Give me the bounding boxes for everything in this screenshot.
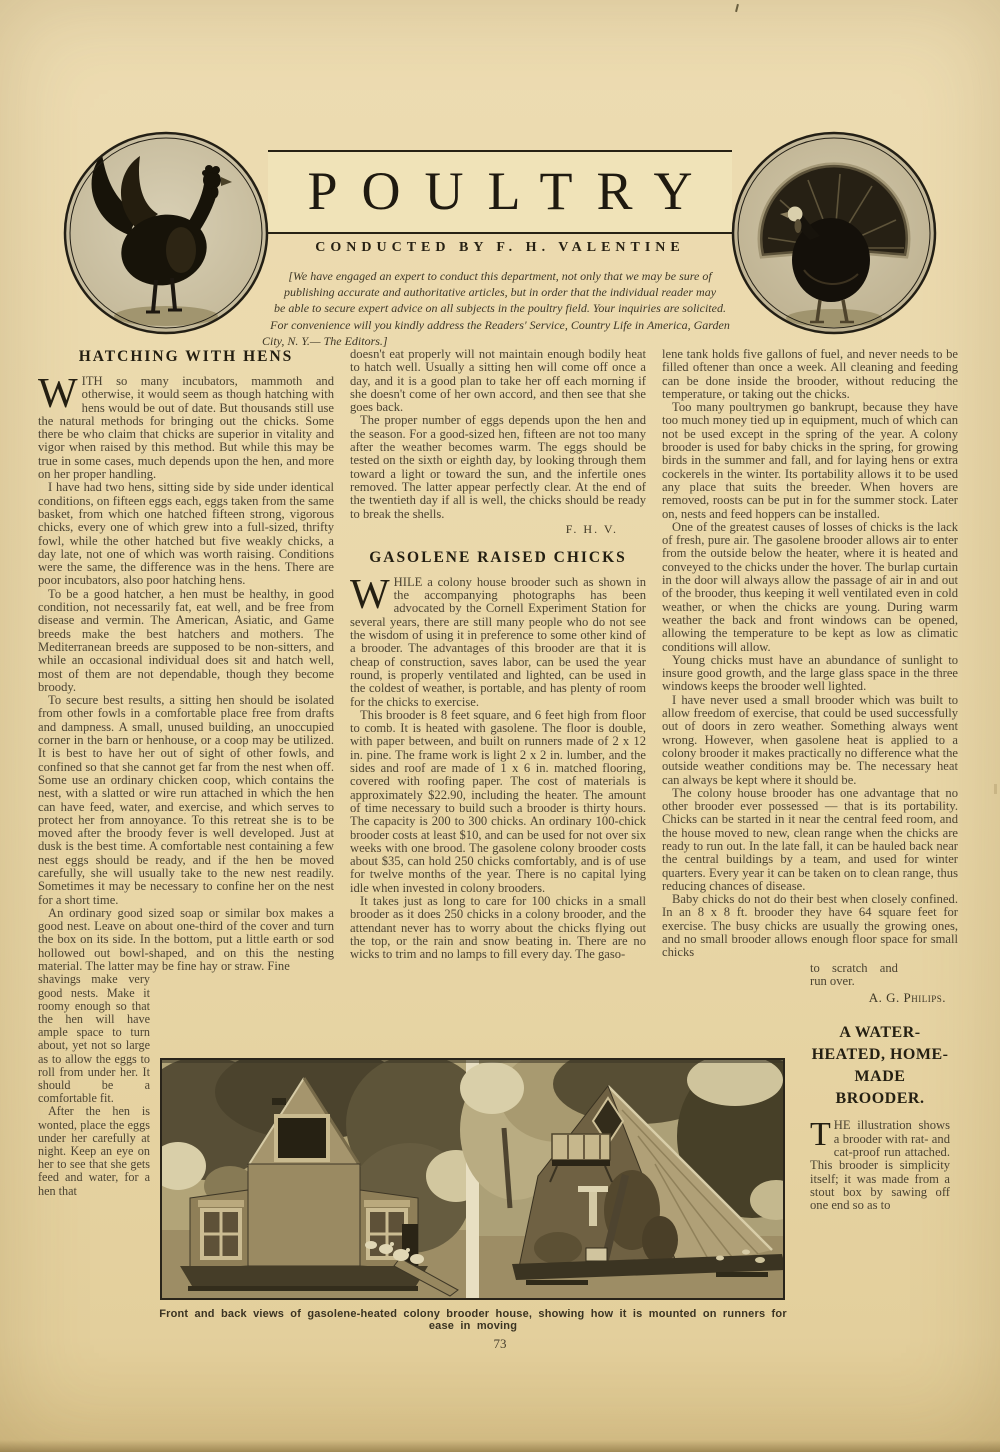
paragraph: THE illustration shows a brooder with rat- and cat-proof run attached. This brooder is simplicity itself; it was made from a stout box by sawing off one end so as to xyxy=(810,1116,950,1213)
scan-artifact xyxy=(994,784,997,794)
article-title-gasolene: GASOLENE RAISED CHICKS xyxy=(369,548,627,566)
editors-note-line: publishing accurate and authoritative articles, but in order that the individual reader may xyxy=(283,285,717,300)
paragraph: I have never used a small brooder which was built to allow freedom of exercise, that could be used successfully out of doors in zero weather. Something always went wrong. However, when gasolene heat is applied to a colony brooder it makes practically no difference what the outside weather conditions may be. The necessary heat can always be kept where it should be. xyxy=(662,692,958,787)
scan-artifact xyxy=(735,4,739,12)
drop-cap: T xyxy=(810,1116,831,1154)
paragraph: I have had two hens, sitting side by side under identical conditions, on fifteen eggs each, eggs taken from the same basket, from which one hatched fifteen strong, vigorous chicks, every one of which grew into a full-sized, thrifty fowl, while the other hatched but five weakly chicks, a day late, not one of which was worth raising. Conditions were the same, the difference was in the hens. There are poor incubators, also poor hatching hens. xyxy=(38,480,334,588)
paragraph: lene tank holds five gallons of fuel, and never needs to be filled oftener than once a week. All cleaning and feeding can be done inside the brooder, without reducing the temperature, or taking out the chicks. xyxy=(662,348,958,401)
editors-note-line: [We have engaged an expert to conduct this department, not only that we may be sure of xyxy=(288,269,712,283)
paragraph: WITH so many incubators, mammoth and otherwise, it would seem as though hatching with hens would be out of date. But thousands still use the natural methods for bringing out the chicks. Some there be who claim that chicks are superior in vitality and vigor when raised by this method. But while this may be true in some cases, much depends upon the hen, and more on her proper handling. xyxy=(38,371,334,482)
article-title-water-brooder: A WATER-HEATED, HOME-MADE BROODER. xyxy=(811,1024,949,1108)
paragraph: The colony house brooder has one advantage that no other brooder ever possessed — that is its portability. Chicks can be started in it near the central feed room, and the house moved to new, clean range when the chicks are ready to run out. In the late fall, it can be hauled back near the central buildings by a team, and used for winter quarters. Every year it can be taken on to clean range, thus reducing chances of disease. xyxy=(662,785,958,893)
paragraph: It takes just as long to care for 100 chicks in a small brooder as it does 250 chicks in a colony brooder, and the attendant never has to worry about the chicks flying out the top, or the rain and snow beating in. There are no wicks to trim and no lamps to fill every day. The gaso- xyxy=(350,893,646,962)
paragraph: To be a good hatcher, a hen must be healthy, in good condition, not necessarily fat, eat well, and be free from disease and vermin. The American, Asiatic, and Game breeds make the best hatchers and mothers. The Mediterranean breeds are supposed to be non-sitters, and while an occasional individual does sit and hatch well, most of them are not dependable, though they become broody. xyxy=(38,586,334,694)
editors-note-line: be able to secure expert advice on all subjects in the poultry field. Your inquiries are solicited. xyxy=(274,301,726,316)
paragraph: Too many poultrymen go bankrupt, because they have too much money tied up in equipment, much of which can not be used except in the spring of the year. A colony brooder is used for baby chicks in the spring, for growing birds in the summer and fall, and for laying hens or extra cockerels in the winter. Its portability allows it to be used any place that suits the breeder. When hovers are removed, roosts can be put in for the summer stock. Later on, nests and feed hoppers can be installed. xyxy=(662,400,958,521)
rooster-illustration xyxy=(60,128,272,338)
paragraph: To secure best results, a sitting hen should be isolated from other fowls in a comfortable place free from drafts and dampness. A small, unused building, an unoccupied corner in the barn or henhouse, or a coop may be utilized. It is best to have her out of sight of other fowls, and confined so that she cannot get far from the nest when off. Some use an ordinary chicken coop, which contains the nest, with a slatted or wire run attached in which the hen can have feed, water, and exercise, and which serves to protect her from annoyance. To this retreat she is to be moved after the broody fever is well developed. Just at dusk is the best time. A comfortable nest containing a few nest eggs should be ready, and if the hen be moved carefully, she will usually take to the new nest readily. Sometimes it may be necessary to confine her on the nest for a short time. xyxy=(38,693,334,907)
paragraph: After the hen is wonted, place the eggs under her carefully at night. Keep an eye on her to see that she gets feed and water, for a hen that xyxy=(38,1104,150,1198)
author-name: A. G. Philips. xyxy=(868,990,946,1006)
brooder-photo-illustration xyxy=(160,1058,785,1300)
narrow-text-block xyxy=(810,962,950,1213)
turkey-illustration xyxy=(728,128,940,338)
photo-caption: Front and back views of gasolene-heated colony brooder house, showing how it is mounted on runners for ease in moving xyxy=(159,1308,787,1332)
brooder-house-photographs xyxy=(160,1058,785,1300)
paragraph: The proper number of eggs depends upon the hen and the season. For a good-sized hen, fifteen are not too many after the weather becomes warm. The eggs should be tested on the sixth or eighth day, by looking through them toward a light or toward the sun, and the infertile ones removed. The latter appear perfectly clear. At the end of the twentieth day if all is well, the chicks should be ready to break the shells. xyxy=(350,413,646,521)
column-2 xyxy=(350,348,646,1056)
paragraph: WHILE a colony house brooder such as shown in the accompanying photographs has been advocated by the Cornell Experiment Station for several years, there are still many people who do not see the wisdom of using it in preference to some other kind of a brooder. The advantages of this brooder are that it is cheap of construction, saves labor, can be used the year round, is properly ventilated and lighted, can be used in the coldest of weather, is portable, and has plenty of room for the chicks to exercise. xyxy=(350,571,646,709)
paragraph: Baby chicks do not do their best when closely confined. In an 8 x 8 ft. brooder they have 64 square feet for exercise. The busy chicks are usually the growing ones, and no small brooder allows enough floor space for small chicks xyxy=(662,892,958,960)
paragraph: Young chicks must have an abundance of sunlight to insure good growth, and the large glass space in the three windows keeps the brooder well lighted. xyxy=(662,652,958,694)
author-initials: F. H. V. xyxy=(565,521,618,536)
paragraph: doesn't eat properly will not maintain enough bodily heat to hatch well. Usually a sitting hen will come off once a day, and it is a good plan to take her off each morning if she doesn't come of her own accord, and then see that she goes back. xyxy=(350,348,646,415)
narrow-text-block xyxy=(38,973,150,1197)
editors-note-line: City, N. Y.— The Editors.] xyxy=(262,333,388,348)
paragraph-fragment: run over. xyxy=(810,974,855,989)
page-number: 73 xyxy=(493,1336,507,1351)
turkey-photo xyxy=(728,128,940,338)
paragraph-fragment: to scratch and xyxy=(810,960,898,975)
editors-note-line: For convenience will you kindly address the Readers' Service, Country Life in America, Garden xyxy=(270,317,730,332)
editors-note xyxy=(262,268,738,349)
rooster-photo xyxy=(60,128,272,338)
paragraph: This brooder is 8 feet square, and 6 feet high from floor to comb. It is heated with gasolene. The floor is double, with paper between, and built on runners made of 2 x 12 in. pine. The frame work is light 2 x 2 in. lumber, and the sides and roof are made of 1 x 6 in. matched flooring, covered with roofing paper. The cost of materials is approximately $22.90, including the heater. The amount of time necessary to build such a brooder is thirty hours. The capacity is 200 to 300 chicks. An ordinary 100-chick brooder costs at least $10, and can be used for not over six weeks with one brood. The gasolene colony brooder costs about $35, can hold 250 chicks comfortably, and is of use for twelve months of the year. There is no capital lying idle when invested in colony brooders. xyxy=(350,707,646,895)
drop-cap: W xyxy=(38,371,78,417)
paragraph: shavings make very good nests. Make it roomy enough so that the hen will have ample space to turn about, yet not so large as to allow the eggs to roll from under her. It should be a comfortable fit. xyxy=(38,972,150,1106)
masthead-band xyxy=(268,150,732,234)
paragraph: One of the greatest causes of losses of chicks is the lack of fresh, pure air. The gasolene brooder allows air to enter from the outside below the heater, where it is heated and conveyed to the chicks under the hover. The burlap curtain in the door will always allow the passage of air in and out of the brooder, thus keeping it well ventilated even in cold weather, or when the chicks are young. During warm weather the back and front windows can be opened, allowing the temperature to be kept as low as climatic conditions will allow. xyxy=(662,519,958,654)
conducted-by-line: CONDUCTED BY F. H. VALENTINE xyxy=(315,240,685,255)
paragraph: An ordinary good sized soap or similar box makes a good nest. Leave on about one-third of the cover and turn the box on its side. In the bottom, put a little earth or sod hollowed out bowl-shaped, and on this the nesting material. The latter may be fine hay or straw. Fine xyxy=(38,905,334,974)
page-title: POULTRY xyxy=(307,161,717,221)
article-title-hatching: HATCHING WITH HENS xyxy=(78,348,294,365)
drop-cap: W xyxy=(350,571,390,618)
